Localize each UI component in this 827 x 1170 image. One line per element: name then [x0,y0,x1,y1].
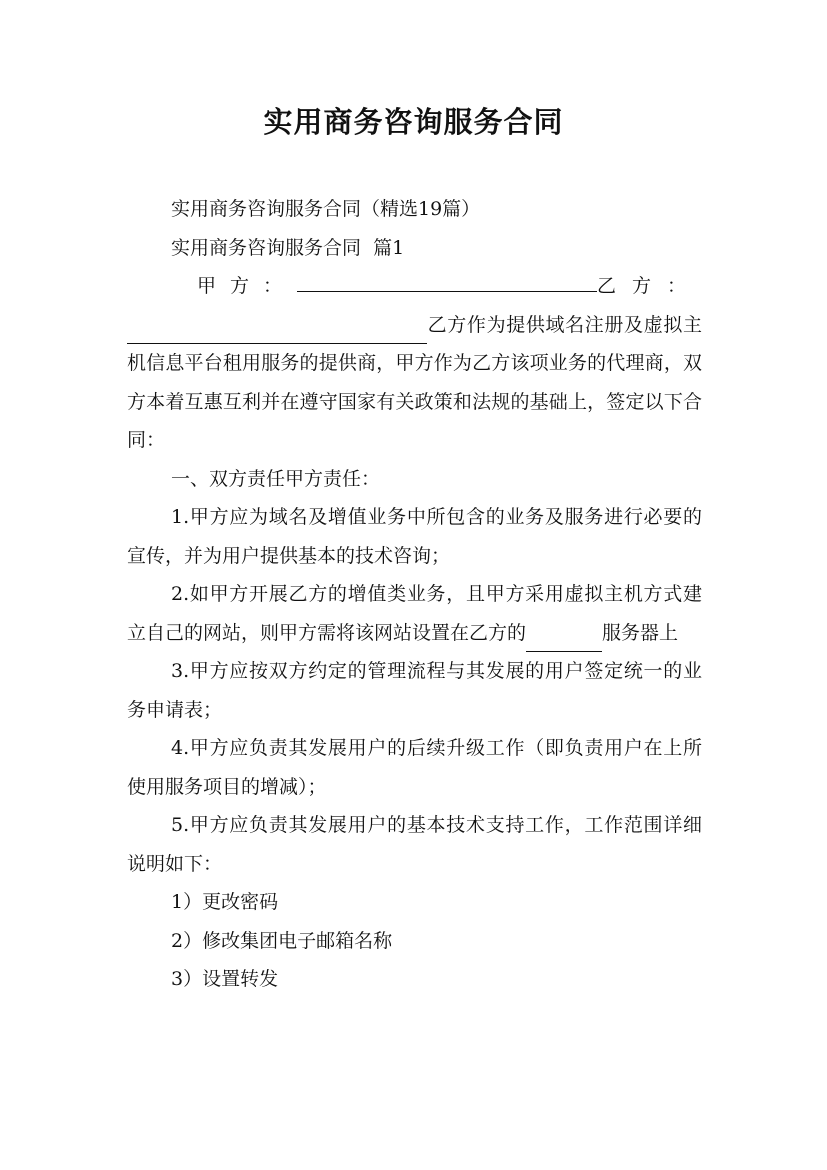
party-b-label: 乙方： [596,275,702,297]
party-a-label: 甲方： [197,275,297,297]
parties-line [127,267,702,306]
item-3: 3.甲方应按双方约定的管理流程与其发展的用户签定统一的业务申请表； [127,660,702,721]
intro-text: 乙方作为提供域名注册及虚拟主机信息平台租用服务的提供商，甲方作为乙方该项业务的代理商，双方本着互惠互利并在遵守国家有关政策和法规的基础上，签定以下合同： [127,313,702,451]
item-2-suffix: 服务器上 [602,621,679,644]
party-b-blank [127,319,427,344]
item-2-text: 2.如甲方开展乙方的增值类业务，且甲方采用虚拟主机方式建立自己的网站，则甲方需将该网站设置在乙方的 [127,583,702,644]
document-body [127,190,702,999]
server-blank [526,627,602,652]
subtitle: 实用商务咨询服务合同（精选19篇） [171,198,481,220]
clause-heading: 一、双方责任甲方责任： [171,467,381,490]
intro-paragraph [127,306,702,460]
document-title: 实用商务咨询服务合同 [263,105,564,139]
item-5: 5.甲方应负责其发展用户的基本技术支持工作，工作范围详细说明如下： [127,814,702,875]
item-1: 1.甲方应为域名及增值业务中所包含的业务及服务进行必要的宣传，并为用户提供基本的技术咨询； [127,506,702,567]
item-2 [127,575,702,652]
sub-item-1: 1）更改密码 [171,891,279,913]
party-a-blank [297,267,597,292]
sub-item-3: 3）设置转发 [171,968,279,990]
item-4: 4.甲方应负责其发展用户的后续升级工作（即负责用户在上所使用服务项目的增减）； [127,737,702,798]
section-heading: 实用商务咨询服务合同 篇1 [171,236,405,259]
sub-item-2: 2）修改集团电子邮箱名称 [171,929,393,952]
